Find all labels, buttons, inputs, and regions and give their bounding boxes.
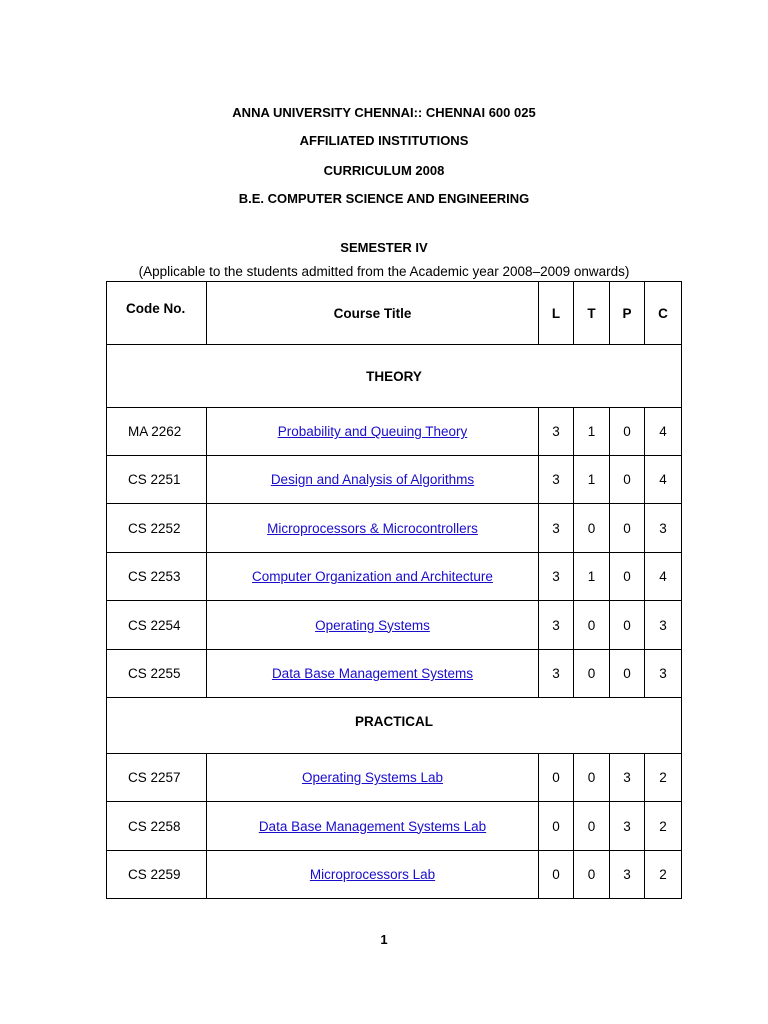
credits-cell: 4 [645, 553, 682, 601]
course-title-link[interactable]: Microprocessors Lab [309, 867, 436, 882]
course-title-link[interactable]: Design and Analysis of Algorithms [270, 472, 475, 487]
lecture-hours-cell: 0 [539, 754, 574, 802]
column-header-c: C [645, 282, 682, 345]
column-header-l: L [539, 282, 574, 345]
course-code-cell: CS 2253 [107, 553, 207, 601]
lecture-hours-cell: 0 [539, 802, 574, 851]
column-header-title: Course Title [207, 282, 539, 345]
course-row [107, 504, 682, 553]
course-title-link[interactable]: Computer Organization and Architecture [252, 569, 493, 584]
course-row [107, 601, 682, 650]
practical-hours-cell: 0 [610, 553, 645, 601]
credits-cell: 4 [645, 456, 682, 504]
course-title-cell [207, 504, 539, 553]
column-header-t: T [574, 282, 610, 345]
lecture-hours-cell: 3 [539, 408, 574, 456]
lecture-hours-cell: 3 [539, 650, 574, 698]
tutorial-hours-cell: 1 [574, 456, 610, 504]
course-row [107, 456, 682, 504]
lecture-hours-cell: 3 [539, 456, 574, 504]
course-title-cell [207, 553, 539, 601]
credits-cell: 3 [645, 601, 682, 650]
practical-hours-cell: 0 [610, 456, 645, 504]
course-title-link[interactable]: Data Base Management Systems [271, 666, 474, 681]
course-row [107, 851, 682, 899]
column-header-p: P [610, 282, 645, 345]
section-row-theory [107, 345, 682, 408]
credits-cell: 3 [645, 650, 682, 698]
course-row [107, 553, 682, 601]
course-code-cell: CS 2255 [107, 650, 207, 698]
tutorial-hours-cell: 0 [574, 802, 610, 851]
course-title-link[interactable]: Operating Systems [315, 617, 430, 633]
tutorial-hours-cell: 0 [574, 504, 610, 553]
course-row [107, 802, 682, 851]
university-title: ANNA UNIVERSITY CHENNAI:: CHENNAI 600 025 [232, 105, 536, 120]
curriculum-table [106, 281, 682, 899]
degree-title: B.E. COMPUTER SCIENCE AND ENGINEERING [238, 191, 530, 206]
course-code-cell: CS 2257 [107, 754, 207, 802]
credits-cell: 2 [645, 802, 682, 851]
tutorial-hours-cell: 0 [574, 851, 610, 899]
course-title-link[interactable]: Probability and Queuing Theory [277, 424, 468, 439]
section-label-theory: THEORY [107, 345, 682, 408]
lecture-hours-cell: 0 [539, 851, 574, 899]
course-title-cell [207, 456, 539, 504]
lecture-hours-cell: 3 [539, 601, 574, 650]
tutorial-hours-cell: 1 [574, 553, 610, 601]
course-title-link[interactable]: Operating Systems Lab [301, 770, 444, 785]
section-row-practical [107, 698, 682, 754]
course-row [107, 408, 682, 456]
practical-hours-cell: 3 [610, 802, 645, 851]
tutorial-hours-cell: 0 [574, 601, 610, 650]
course-code-cell: CS 2258 [107, 802, 207, 851]
practical-hours-cell: 0 [610, 650, 645, 698]
credits-cell: 2 [645, 754, 682, 802]
course-title-cell [207, 754, 539, 802]
course-row [107, 754, 682, 802]
course-title-link[interactable]: Microprocessors & Microcontrollers [267, 520, 478, 536]
course-title-cell [207, 802, 539, 851]
column-header-code: Code No. [107, 282, 207, 345]
course-title-cell [207, 408, 539, 456]
course-code-cell: MA 2262 [107, 408, 207, 456]
tutorial-hours-cell: 0 [574, 754, 610, 802]
course-title-cell [207, 601, 539, 650]
credits-cell: 3 [645, 504, 682, 553]
tutorial-hours-cell: 1 [574, 408, 610, 456]
applicability-note: (Applicable to the students admitted from the Academic year 2008–2009 onwards) [138, 264, 630, 279]
tutorial-hours-cell: 0 [574, 650, 610, 698]
course-code-cell: CS 2252 [107, 504, 207, 553]
credits-cell: 2 [645, 851, 682, 899]
practical-hours-cell: 0 [610, 408, 645, 456]
practical-hours-cell: 0 [610, 504, 645, 553]
practical-hours-cell: 0 [610, 601, 645, 650]
course-title-cell [207, 851, 539, 899]
table-header-row [107, 282, 682, 345]
course-row [107, 650, 682, 698]
curriculum-title: CURRICULUM 2008 [323, 163, 445, 178]
practical-hours-cell: 3 [610, 851, 645, 899]
lecture-hours-cell: 3 [539, 553, 574, 601]
section-label-practical: PRACTICAL [107, 698, 682, 754]
course-title-cell [207, 650, 539, 698]
course-code-cell: CS 2254 [107, 601, 207, 650]
semester-title: SEMESTER IV [340, 240, 428, 255]
affiliation-title: AFFILIATED INSTITUTIONS [299, 133, 469, 148]
credits-cell: 4 [645, 408, 682, 456]
course-title-link[interactable]: Data Base Management Systems Lab [258, 818, 487, 834]
practical-hours-cell: 3 [610, 754, 645, 802]
course-code-cell: CS 2251 [107, 456, 207, 504]
page-number: 1 [380, 932, 388, 947]
course-code-cell: CS 2259 [107, 851, 207, 899]
lecture-hours-cell: 3 [539, 504, 574, 553]
